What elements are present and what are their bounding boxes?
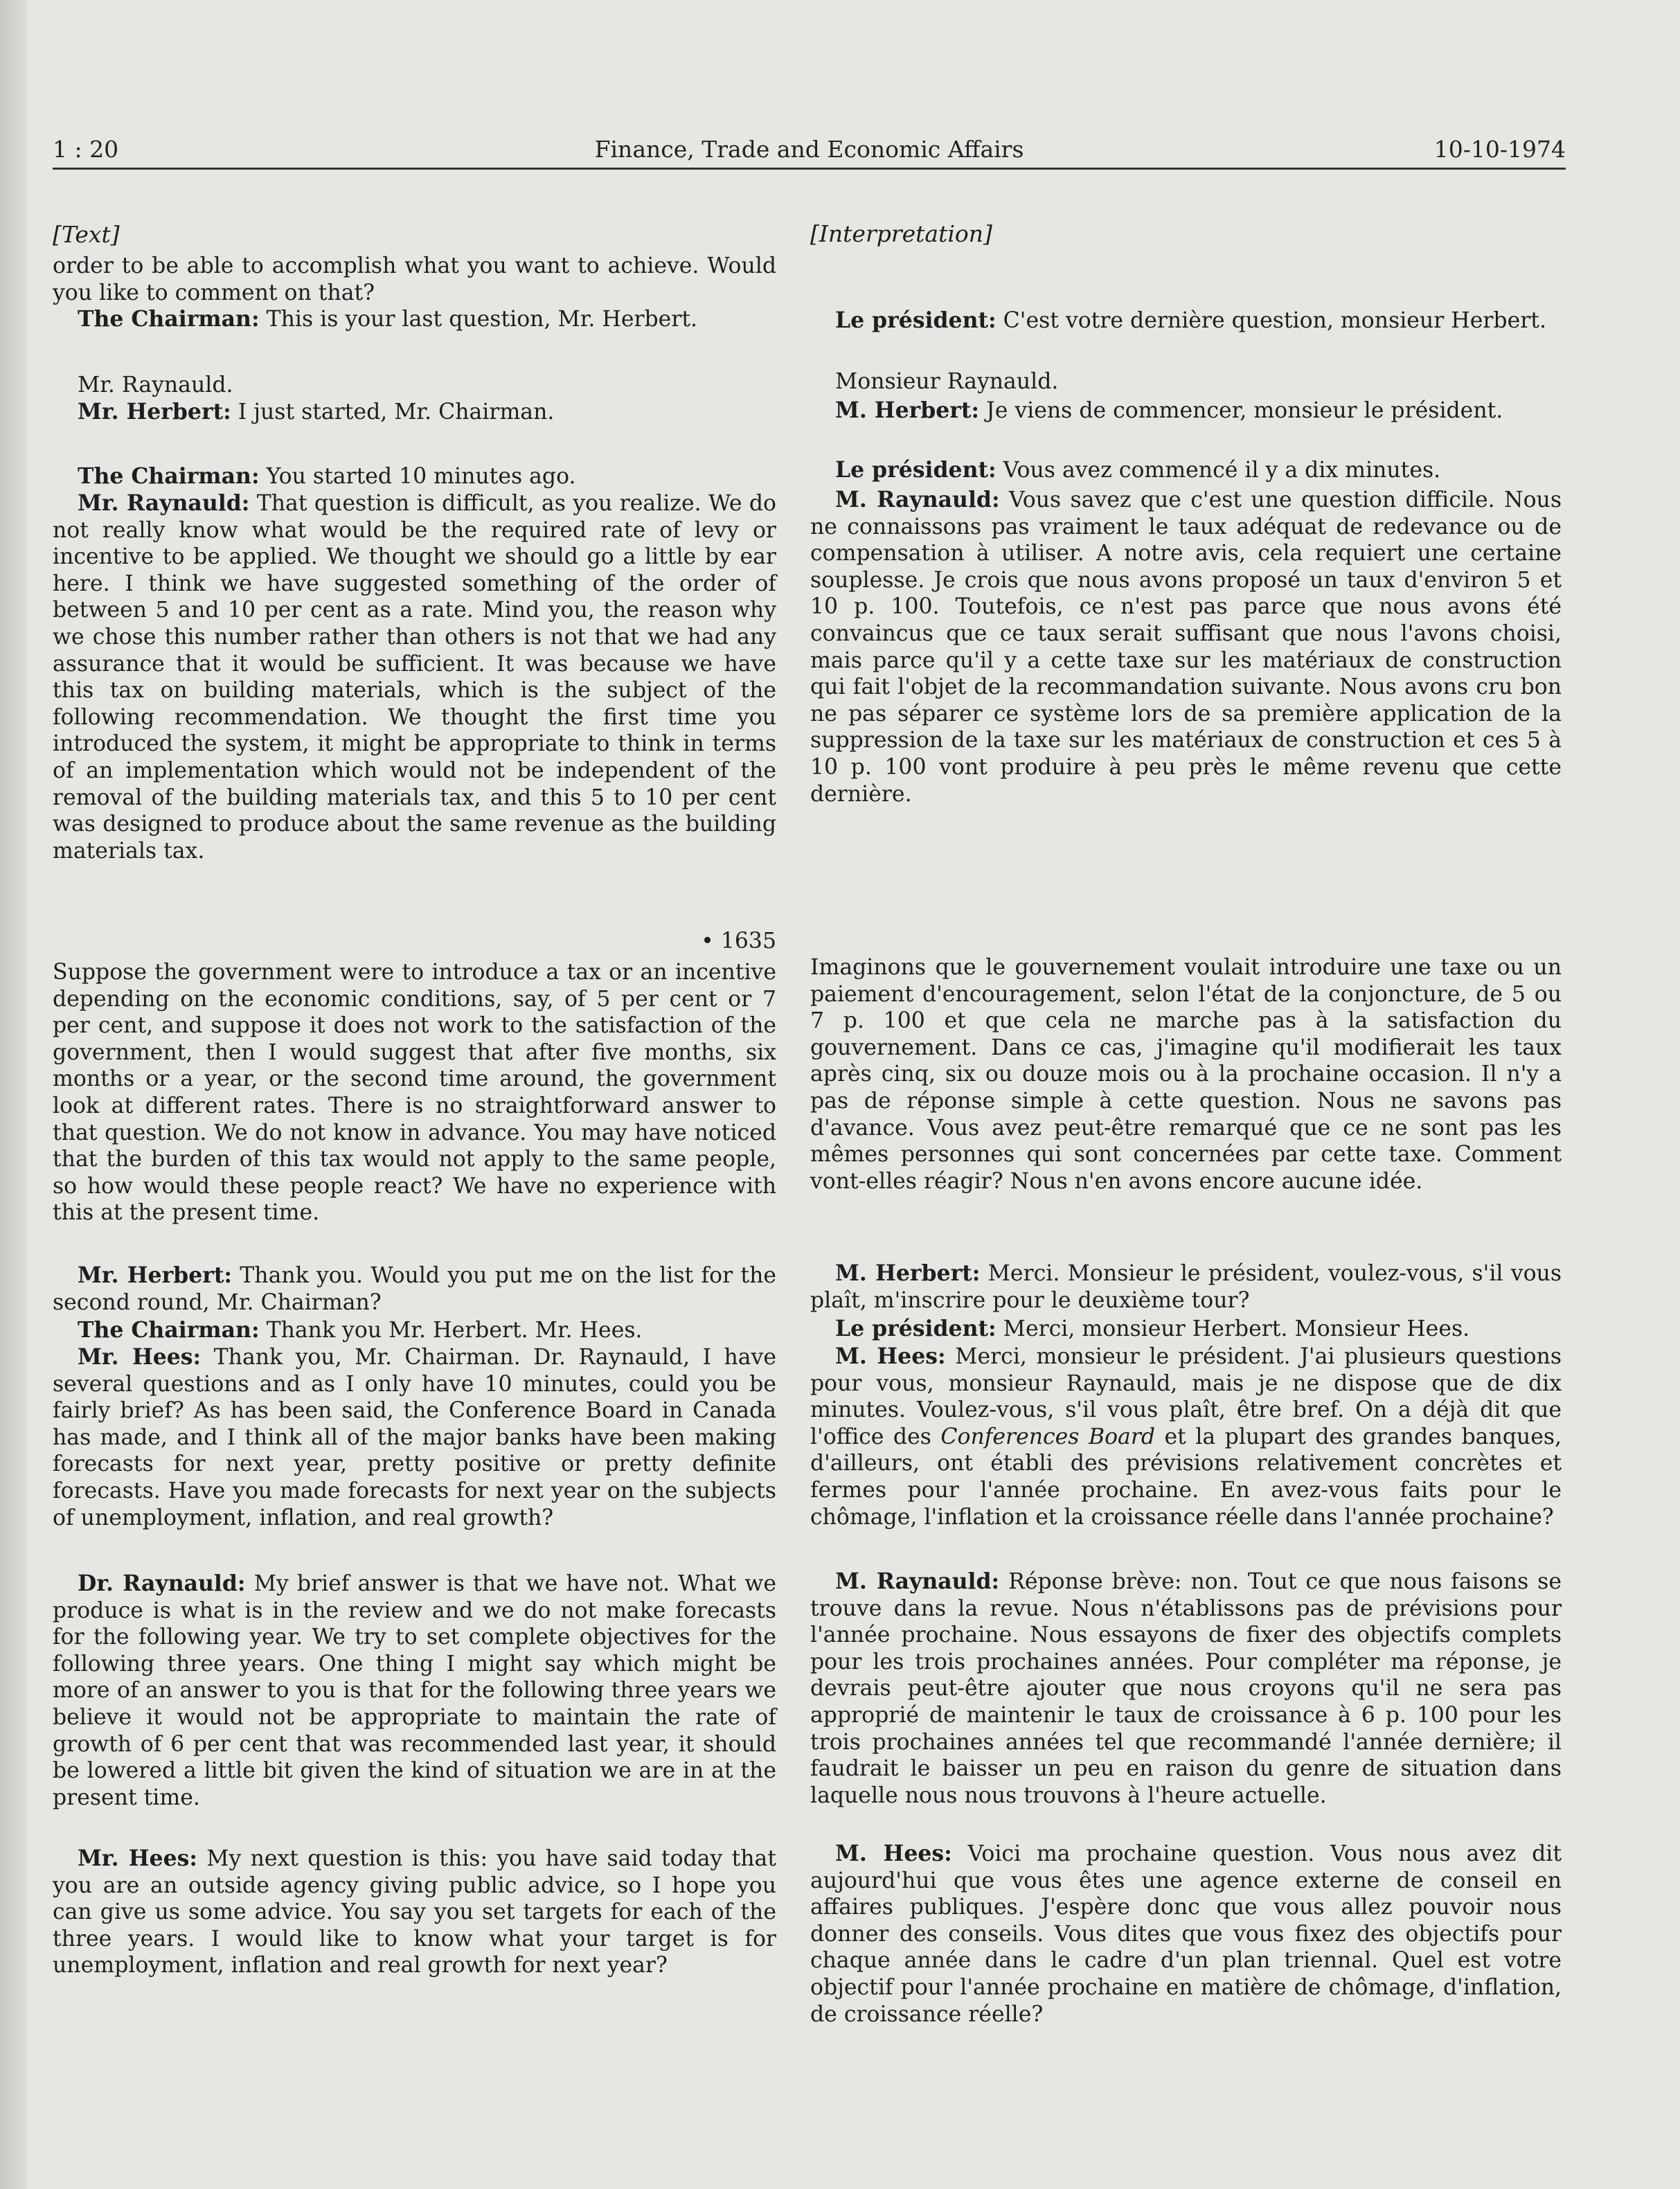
speech-text: Merci, monsieur le président. J'ai plusieurs questions pour vous, monsieur Raynauld, mais je ne dispose que de dix minutes. Voulez-vous, s'il vous plaît, être bref. On a déjà dit que l'office des — [810, 1344, 1562, 1449]
speaker-name: M. Raynauld: — [835, 487, 1000, 512]
speaker-paragraph — [53, 1317, 776, 1344]
speaker-paragraph — [810, 307, 1562, 334]
speech-text: Vous avez commencé il y a dix minutes. — [996, 458, 1441, 483]
speaker-name: Le président: — [835, 457, 997, 483]
speaker-paragraph — [53, 1262, 776, 1316]
speech-text: My next question is this: you have said today that you are an outside agency giving public advice, so I hope you can give us some advice. You say you set targets for each of the three years. I would like to know what your target is for unemployment, inflation and real growth for next year? — [53, 1846, 776, 1978]
paragraph: Imaginons que le gouvernement voulait introduire une taxe ou un paiement d'encouragement, selon l'état de la conjoncture, de 5 ou 7 p. 100 et que cela ne marche pas à la satisfaction du gouvernement. Dans ce cas, j'imagine qu'il modifierait les taux après cinq, six ou douze mois ou à la prochaine occasion. Il n'y a pas de réponse simple à cette question. Nous ne savons pas d'avance. Vous avez peut-être remarqué que ce ne sont pas les mêmes personnes qui sont concernées par cette taxe. Comment vont-elles réagir? Nous n'en avons encore aucune idée. — [810, 955, 1562, 1194]
speaker-name: Mr. Herbert: — [78, 1262, 233, 1288]
speaker-paragraph — [810, 487, 1562, 807]
speaker-paragraph — [53, 1571, 776, 1811]
speaker-name: Mr. Hees: — [78, 1344, 202, 1370]
scan-edge-shadow — [0, 0, 28, 2189]
column-label: [Text] — [53, 221, 120, 248]
speech-text: Je viens de commencer, monsieur le président. — [979, 398, 1503, 423]
page-number: 1 : 20 — [53, 136, 119, 163]
speaker-paragraph — [810, 1316, 1562, 1343]
speaker-name: M. Raynauld: — [835, 1569, 1000, 1594]
speaker-name: Le président: — [835, 307, 997, 333]
speaker-name: Dr. Raynauld: — [78, 1571, 246, 1596]
speech-text: I just started, Mr. Chairman. — [231, 400, 555, 425]
speaker-name: Le président: — [835, 1316, 997, 1341]
speech-text: My brief answer is that we have not. What we produce is what is in the review and we do not make forecasts for the following year. We try to set complete objectives for the following three years. One thing I might say which might be more of an answer to you is that for the following three years we believe it would not be appropriate to maintain the rate of growth of 6 per cent that was recommended last year, it should be lowered a little bit given the kind of situation we are in at the present time. — [53, 1571, 776, 1810]
italic-organization-name: Conferences Board — [940, 1424, 1156, 1449]
paragraph: Monsieur Raynauld. — [835, 369, 1059, 394]
speaker-paragraph — [53, 1846, 776, 1979]
speaker-paragraph — [810, 1841, 1562, 2028]
speaker-name: M. Hees: — [835, 1841, 952, 1866]
paragraph: Mr. Raynauld. — [78, 373, 233, 397]
speaker-paragraph — [810, 457, 1562, 484]
speech-text: Thank you Mr. Herbert. Mr. Hees. — [259, 1318, 643, 1343]
speech-text: C'est votre dernière question, monsieur Herbert. — [996, 308, 1546, 333]
speaker-paragraph — [53, 306, 776, 333]
speaker-paragraph — [53, 399, 776, 426]
speaker-paragraph — [810, 1260, 1562, 1314]
speaker-name: The Chairman: — [78, 1317, 260, 1343]
running-title: Finance, Trade and Economic Affairs — [594, 136, 1024, 163]
speech-text: You started 10 minutes ago. — [259, 464, 576, 489]
speaker-paragraph — [53, 463, 776, 490]
speaker-paragraph — [53, 1344, 776, 1531]
speech-text: Merci, monsieur Herbert. Monsieur Hees. — [996, 1316, 1470, 1341]
speaker-name: M. Herbert: — [835, 397, 980, 423]
speech-text: Merci. Monsieur le président, voulez-vous, s'il vous plaît, m'inscrire pour le deuxième tour? — [810, 1261, 1562, 1313]
column-label: [Interpretation] — [810, 220, 992, 247]
speech-text: Thank you. Would you put me on the list for the second round, Mr. Chairman? — [53, 1263, 777, 1315]
speaker-paragraph — [53, 490, 776, 864]
speech-text: et la plupart des grandes banques, d'ailleurs, ont établi des prévisions relativement concrètes et fermes pour l'année prochaine. En avez-vous faits pour le chômage, l'inflation et la croissance réelle dans l'année prochaine? — [810, 1424, 1562, 1530]
speaker-name: M. Herbert: — [835, 1260, 981, 1286]
speech-text: Voici ma prochaine question. Vous nous avez dit aujourd'hui que vous êtes une agence externe de conseil en affaires publiques. J'espère donc que vous allez pouvoir nous donner des conseils. Vous dites que vous fixez des objectifs pour chaque année dans le cadre d'un plan triennal. Quel est votre objectif pour l'année prochaine en matière de chômage, d'inflation, de croissance réelle? — [810, 1841, 1562, 2027]
speaker-name: M. Hees: — [835, 1343, 946, 1369]
speech-text: Thank you, Mr. Chairman. Dr. Raynauld, I have several questions and as I only have 10 minutes, could you be fairly brief? As has been said, the Conference Board in Canada has made, and I think all of the major banks have been making forecasts for next year, pretty positive or pretty definite forecasts. Have you made forecasts for next year on the subjects of unemployment, inflation, and real growth? — [53, 1345, 776, 1530]
speech-text: Vous savez que c'est une question difficile. Nous ne connaissons pas vraiment le taux adéquat de redevance ou de compensation à utiliser. A notre avis, cela requiert une certaine souplesse. Je crois que nous avons proposé un taux d'environ 5 et 10 p. 100. Toutefois, ce n'est pas parce que nous avons été convaincus que ce taux serait suffisant que nous l'avons choisi, mais parce qu'il y a cette taxe sur les matériaux de construction qui fait l'objet de la recommandation suivante. Nous avons cru bon ne pas séparer ce système lors de sa première application de la suppression de la taxe sur les matériaux de construction et ces 5 à 10 p. 100 vont produire à peu près le même revenu que cette dernière. — [810, 488, 1562, 807]
speaker-name: Mr. Herbert: — [78, 399, 231, 425]
header-date: 10-10-1974 — [1433, 136, 1566, 163]
speaker-name: The Chairman: — [78, 306, 260, 332]
speech-text: Réponse brève: non. Tout ce que nous faisons se trouve dans la revue. Nous n'établissons pas de prévisions pour l'année prochaine. Nous essayons de fixer des objectifs complets pour les trois prochaines années. Pour compléter ma réponse, je devrais peut-être ajouter que nous croyons qu'il ne sera pas approprié de maintenir le taux de croissance à 6 p. 100 pour les trois prochaines années tel que recommandé l'année dernière; il faudrait le baisser un peu en raison du genre de situation dans laquelle nous nous trouvons à l'heure actuelle. — [810, 1569, 1562, 1808]
speaker-name: Mr. Hees: — [78, 1846, 197, 1871]
page-header — [53, 132, 1566, 170]
speaker-paragraph — [810, 1343, 1562, 1530]
speaker-paragraph — [810, 1569, 1562, 1809]
document-page — [28, 0, 1680, 2189]
speech-text: This is your last question, Mr. Herbert. — [259, 307, 698, 332]
speaker-name: Mr. Raynauld: — [78, 490, 250, 516]
paragraph: Suppose the government were to introduce a tax or an incentive depending on the economic conditions, say, of 5 per cent or 7 per cent, and suppose it does not work to the satisfaction of the government, then I would suggest that after five months, six months or a year, or the second time around, the government look at different rates. There is no straightforward answer to that question. We do not know in advance. You may have noticed that the burden of this tax would not apply to the same people, so how would these people react? We have no experience with this at the present time. — [53, 960, 776, 1226]
speaker-name: The Chairman: — [78, 463, 260, 489]
speech-text: That question is difficult, as you realize. We do not really know what would be the required rate of levy or incentive to be applied. We thought we should go a little by ear here. I think we have suggested something of the order of between 5 and 10 per cent as a rate. Mind you, the reason why we chose this number rather than others is not that we had any assurance that it would be sufficient. It was because we have this tax on building materials, which is the subject of the following recommendation. We thought the first time you introduced the system, it might be appropriate to think in terms of an implementation which would not be independent of the removal of the building materials tax, and this 5 to 10 per cent was designed to produce about the same revenue as the building materials tax. — [53, 491, 776, 864]
time-marker: • 1635 — [701, 929, 776, 954]
paragraph: order to be able to accomplish what you want to achieve. Would you like to comment on that? — [53, 253, 776, 305]
speaker-paragraph — [810, 397, 1562, 425]
